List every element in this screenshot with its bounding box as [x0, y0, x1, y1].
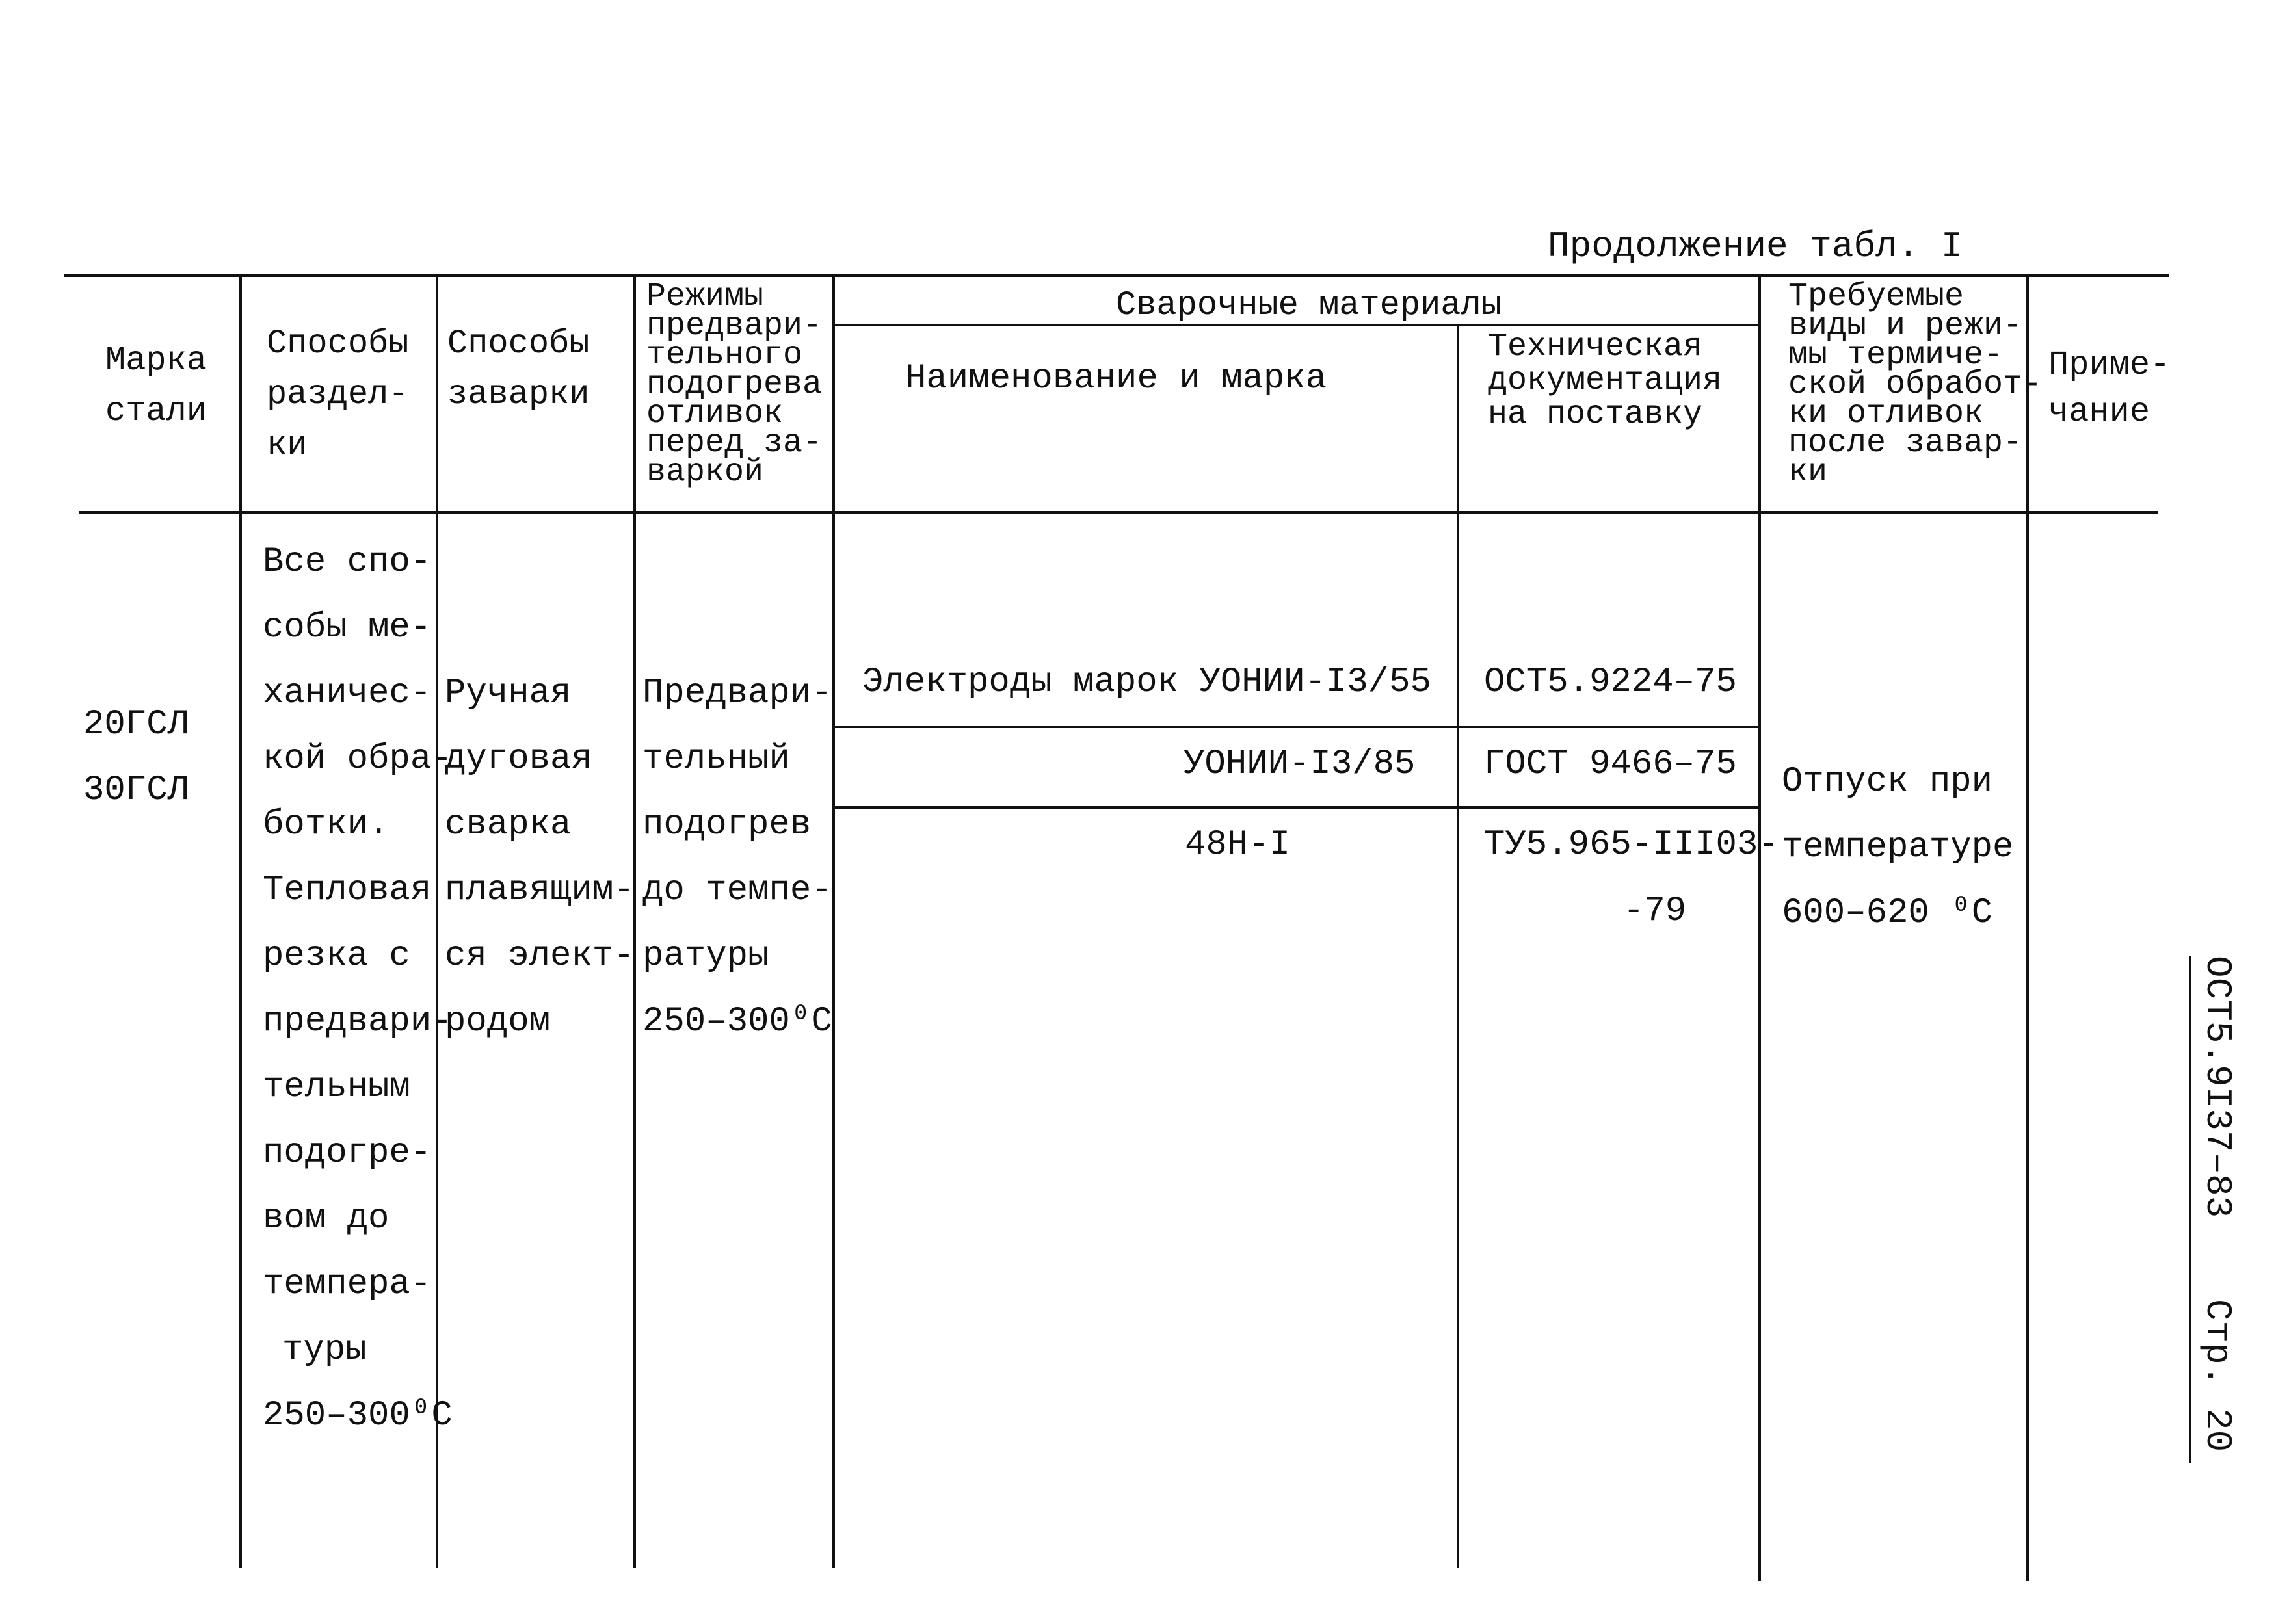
- material-doc-1: ОСТ5.9224–75: [1484, 662, 1737, 702]
- cell-welding-methods: Ручная дуговая сварка плавящим- ся элект- родом: [445, 674, 635, 1041]
- cell-steel-grades: 20ГСЛ 30ГСЛ: [83, 705, 189, 810]
- header-welding-methods: Способы заварки: [447, 324, 590, 413]
- header-note: Приме- чание: [2048, 346, 2171, 431]
- header-bottom-rule: [79, 511, 2158, 514]
- col-divider-1: [239, 274, 242, 1568]
- header-welding-materials: Сварочные материалы: [1116, 286, 1502, 324]
- header-heat-treatment: Требуемые виды и режи- мы термиче- ской обработ- ки отливок после завар- ки: [1788, 278, 2043, 491]
- cell-preheat: Предвари- тельный подогрев до темпе- ратуры 250–300⁰С: [642, 674, 832, 1041]
- side-stamp: [2189, 956, 2191, 1463]
- header-preheat-modes: Режимы предвари- тельного подогрева отливок перед за- варкой: [646, 278, 823, 491]
- material-name-3: 48Н-I: [1185, 825, 1291, 865]
- col-divider-4: [832, 274, 835, 1568]
- cell-cutting-methods: Все спо- собы ме- ханичес- кой обра- ботки. Тепловая резка с предвари- тельным подогре- вом до темпера- туры 250–300⁰С: [263, 542, 453, 1435]
- col-divider-6: [1758, 274, 1761, 1581]
- table-top-rule: [64, 274, 2169, 277]
- side-stamp-standard: ОСТ5.9I37–83: [2197, 956, 2238, 1218]
- material-name-1: Электроды марок УОНИИ-I3/55: [862, 662, 1431, 702]
- header-name-and-grade: Наименование и марка: [905, 359, 1327, 399]
- col-divider-5: [1457, 324, 1459, 1568]
- header-steel-grade: Марка стали: [105, 341, 207, 430]
- side-stamp-page: Стр. 20: [2197, 1299, 2238, 1452]
- header-tech-docs: Техническая документация на поставку: [1488, 328, 1723, 433]
- cell-heat-treatment: Отпуск при температуре 600–620 ⁰С: [1782, 762, 2014, 933]
- header-cutting-methods: Способы раздел- ки: [267, 324, 409, 464]
- material-name-2: УОНИИ-I3/85: [1184, 744, 1416, 784]
- row-divider-2: [835, 806, 1760, 809]
- material-doc-3-cont: -79: [1623, 891, 1687, 931]
- material-doc-3: ТУ5.965-III03-: [1484, 825, 1779, 865]
- material-doc-2: ГОСТ 9466–75: [1484, 744, 1737, 784]
- row-divider-1: [835, 726, 1760, 728]
- table-caption: Продолжение табл. I: [1548, 226, 1963, 267]
